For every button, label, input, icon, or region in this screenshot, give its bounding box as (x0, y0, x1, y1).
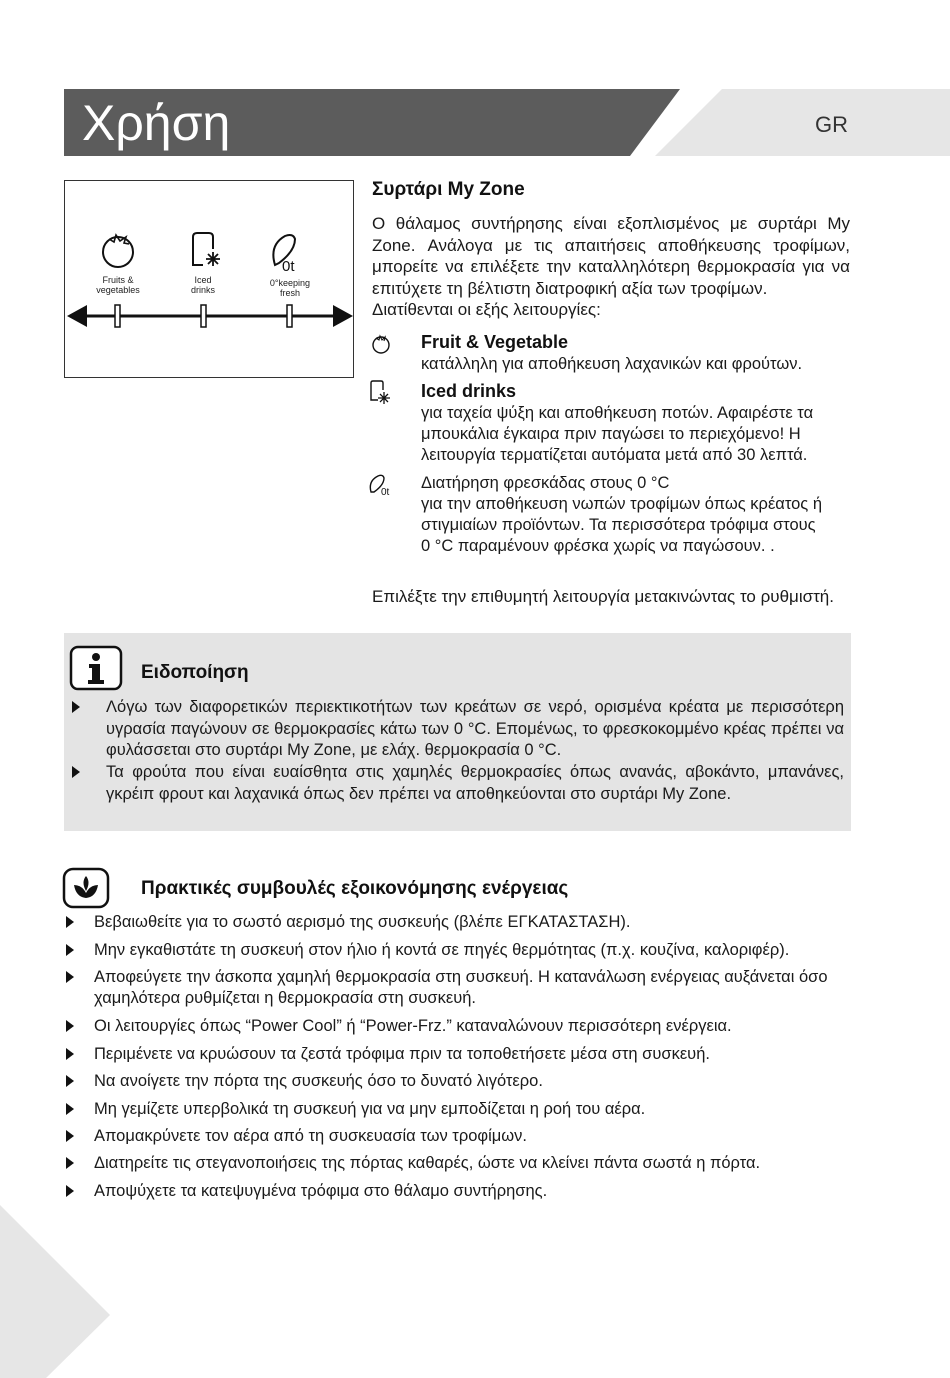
iced-drink-icon (193, 233, 220, 266)
bullet-arrow-icon (72, 701, 80, 713)
function-desc-iced: για ταχεία ψύξη και αποθήκευση ποτών. Αφαιρέστε τα μπουκάλια έγκαιρα πριν παγώσει το περιεχόμενο! Η λειτουργία τερματίζεται αυτόματα μετά από 30 λεπτά. (421, 404, 814, 464)
notice-item: Τα φρούτα που είναι ευαίσθητα στις χαμηλές θερμοκρασίες όπως ανανάς, αβοκάντο, μπανάνες, γκρέιπ φρουτ και λαχανικά όπως δεν πρέπει να αποθηκεύονται στο συρτάρι My Zone. (106, 763, 844, 803)
bullet-arrow-icon (66, 916, 74, 928)
info-icon (69, 645, 123, 691)
tip-item: Μην εγκαθιστάτε τη συσκευή στον ήλιο ή κοντά σε πηγές θερμότητας (π.χ. κουζίνα, καλοριφέρ). (94, 941, 790, 959)
page-title: Χρήση (82, 95, 231, 151)
fresh-zero-icon (368, 474, 398, 496)
function-title-fruit: Fruit & Vegetable (421, 332, 569, 352)
function-desc-fruit: κατάλληλη για αποθήκευση λαχανικών και φρούτων. (421, 355, 803, 373)
tip-item: Μη γεμίζετε υπερβολικά τη συσκευή για να μην εμποδίζεται η ροή του αέρα. (94, 1100, 646, 1118)
tips-title: Πρακτικές συμβουλές εξοικονόμησης ενέργειας (141, 878, 569, 899)
bullet-arrow-icon (66, 1048, 74, 1060)
bullet-arrow-icon (66, 1020, 74, 1032)
function-title-fresh: Διατήρηση φρεσκάδας στους 0 °C (421, 474, 670, 492)
function-title-iced: Iced drinks (421, 381, 517, 401)
bullet-arrow-icon (66, 944, 74, 956)
bullet-arrow-icon (66, 1075, 74, 1087)
bullet-arrow-icon (72, 766, 80, 778)
corner-decoration (0, 1205, 110, 1378)
tip-item: Να ανοίγετε την πόρτα της συσκευής όσο το δυνατό λιγότερο. (94, 1072, 543, 1090)
myzone-intro: Ο θάλαμος συντήρησης είναι εξοπλισμένος με συρτάρι My Zone. Ανάλογα με τις απαιτήσεις αποθήκευσης τροφίμων, μπορείτε να επιλέξετε την καταλληλότερη θερμοκρασία για να επιτύχετε τη βέλτιστη διατροφική αξία των τροφίμων. Διατίθενται οι εξής λειτουργίες: (372, 214, 850, 319)
function-desc-fresh: Διατήρηση φρεσκάδας στους 0 °C για την αποθήκευση νωπών τροφίμων όπως κρέατος ή στιγμιαίων προϊόντων. Τα περισσότερα τρόφιμα στους 0 °C παραμένουν φρέσκα χωρίς να παγώσουν. . (421, 474, 823, 555)
tomato-icon (370, 333, 392, 355)
notice-item: Λόγω των διαφορετικών περιεκτικοτήτων των κρεάτων σε νερό, ορισμένα κρέατα με περισσότερη υγρασία παγώνουν σε θερμοκρασίες κάτω των 0 °C. Επομένως, το φρεσκοκομμένο κρέας πρέπει να φυλάσσεται στο συρτάρι My Zone, με ελάχ. θερμοκρασία 0 °C. (106, 698, 844, 759)
temperature-slider (67, 305, 353, 327)
svg-text:0t: 0t (282, 258, 295, 275)
tip-item: Απομακρύνετε τον αέρα από τη συσκευασία των τροφίμων. (94, 1127, 527, 1145)
bullet-arrow-icon (66, 1130, 74, 1142)
diagram-label-iced: Iced drinks (190, 275, 215, 295)
diagram-label-fresh: 0°keeping fresh (269, 278, 311, 298)
tip-item: Αποψύχετε τα κατεψυγμένα τρόφιμα στο θάλαμο συντήρησης. (94, 1182, 548, 1200)
svg-text:0t: 0t (381, 487, 390, 496)
tip-item: Περιμένετε να κρυώσουν τα ζεστά τρόφιμα πριν τα τοποθετήσετε μέσα στη συσκευή. (94, 1045, 710, 1063)
fresh-zero-icon (273, 235, 295, 275)
tip-item: Αποφεύγετε την άσκοπα χαμηλή θερμοκρασία στη συσκευή. Η κατανάλωση ενέργειας αυξάνεται όσο χαμηλότερα ρυθμίζεται η θερμοκρασία στη συσκευή. (94, 968, 828, 1007)
bullet-arrow-icon (66, 1157, 74, 1169)
bullet-arrow-icon (66, 1103, 74, 1115)
tomato-icon (103, 235, 133, 267)
bullet-arrow-icon (66, 971, 74, 983)
diagram-label-fruits: Fruits & vegetables (96, 275, 140, 295)
myzone-heading: Συρτάρι My Zone (372, 179, 525, 200)
language-code: GR (815, 112, 848, 137)
tip-item: Βεβαιωθείτε για το σωστό αερισμό της συσκευής (βλέπε ΕΓΚΑΤΑΣΤΑΣΗ). (94, 913, 631, 931)
tip-item: Οι λειτουργίες όπως “Power Cool” ή “Power-Frz.” καταναλώνουν περισσότερη ενέργεια. (94, 1017, 732, 1035)
iced-drink-icon (368, 379, 392, 405)
myzone-diagram (64, 180, 354, 378)
eco-leaf-icon (62, 867, 110, 909)
notice-title: Ειδοποίηση (141, 662, 249, 683)
select-note: Επιλέξτε την επιθυμητή λειτουργία μετακινώντας το ρυθμιστή. (372, 587, 834, 606)
tip-item: Διατηρείτε τις στεγανοποιήσεις της πόρτας καθαρές, ώστε να κλείνει πάντα σωστά η πόρτα. (94, 1154, 761, 1172)
bullet-arrow-icon (66, 1185, 74, 1197)
